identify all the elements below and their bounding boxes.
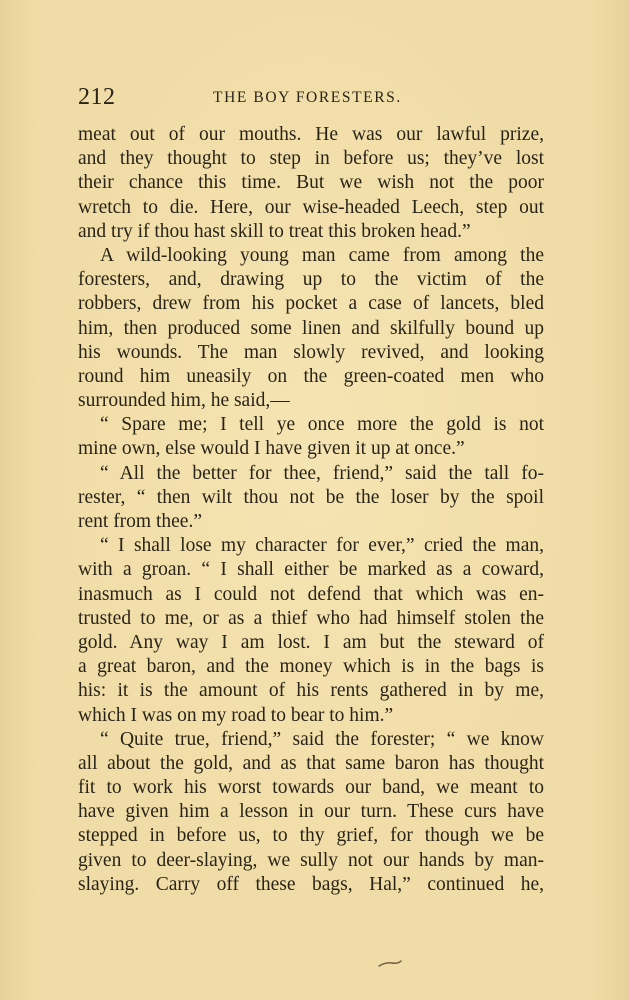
text-line: and they thought to step in before us; they’ve lost (78, 148, 544, 170)
text-line: trusted to me, or as a thief who had himself stolen the (78, 607, 544, 629)
text-line: surrounded him, he said,— (78, 390, 290, 412)
text-line: his: it is the amount of his rents gathered in by me, (78, 680, 544, 702)
text-line: rent from thee.” (78, 511, 202, 532)
text-line: stepped in before us, to thy grief, for though we be (78, 825, 544, 847)
text-line: robbers, drew from his pocket a case of lancets, bled (78, 293, 544, 315)
text-line: gold. Any way I am lost. I am but the steward of (78, 631, 544, 653)
text-line: “ I shall lose my character for ever,” cried the man, (100, 535, 544, 557)
text-line: meat out of our mouths. He was our lawful prize, (78, 124, 544, 145)
text-line: mine own, else would I have given it up at once.” (78, 438, 465, 460)
running-head (78, 84, 544, 110)
text-line: slaying. Carry off these bags, Hal,” continued he, (78, 873, 544, 895)
text-line: round him uneasily on the green-coated men who (78, 365, 544, 387)
text-line: all about the gold, and as that same baron has thought (78, 752, 544, 774)
text-line: A wild-looking young man came from among the (100, 244, 544, 266)
text-line: wretch to die. Here, our wise-headed Leech, step out (78, 196, 544, 218)
text-line: which I was on my road to bear to him.” (78, 704, 394, 726)
running-title: THE BOY FORESTERS. (213, 89, 402, 106)
ink-mark-icon (378, 960, 402, 968)
text-line: a great baron, and the money which is in the bags is (78, 656, 544, 678)
text-line: with a groan. “ I shall either be marked as a coward, (78, 559, 544, 581)
text-line: “ Spare me; I tell ye once more the gold is not (100, 414, 544, 436)
text-line: and try if thou hast skill to treat this broken head.” (78, 220, 471, 242)
page-number: 212 (78, 84, 116, 110)
text-line: him, then produced some linen and skilfully bound up (78, 317, 544, 339)
text-line: his wounds. The man slowly revived, and looking (78, 341, 544, 363)
text-line: given to deer-slaying, we sully not our hands by man- (78, 849, 544, 871)
text-line: foresters, and, drawing up to the victim of the (78, 269, 544, 291)
text-line: “ Quite true, friend,” said the forester; “ we know (100, 728, 544, 750)
text-line: inasmuch as I could not defend that which was en- (78, 583, 544, 605)
text-line: have given him a lesson in our turn. These curs have (78, 801, 544, 823)
text-line: rester, “ then wilt thou not be the loser by the spoil (78, 486, 544, 508)
text-line: fit to work his worst towards our band, we meant to (78, 777, 544, 799)
text-line: “ All the better for thee, friend,” said the tall fo- (100, 462, 544, 484)
text-line: their chance this time. But we wish not the poor (78, 172, 544, 194)
body-text (78, 123, 544, 897)
